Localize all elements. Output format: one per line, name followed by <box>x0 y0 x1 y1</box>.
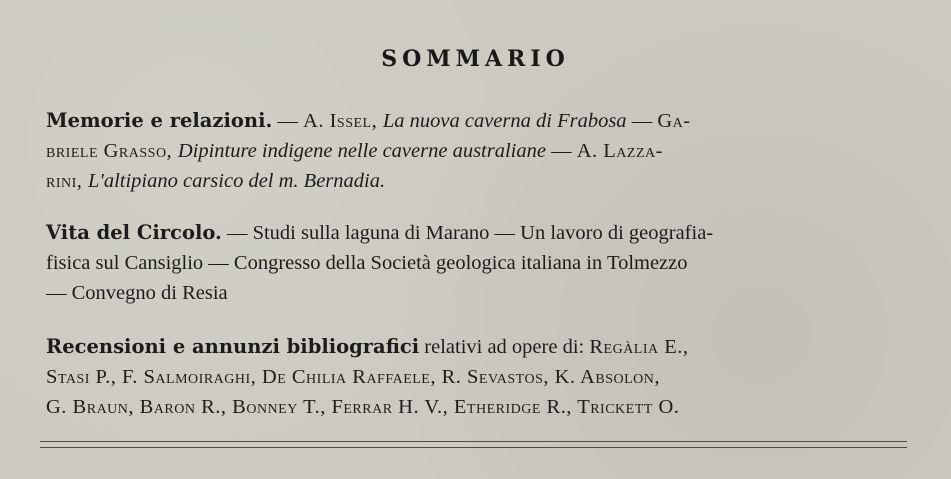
author-list: Regàlia E., <box>589 336 689 358</box>
work-title: L'altipiano carsico del m. Bernadia. <box>88 170 386 192</box>
author-grasso: briele Grasso, <box>46 140 178 162</box>
vita-section <box>46 218 910 308</box>
author-grasso-part: Ga- <box>657 110 691 132</box>
memorie-line-1 <box>46 106 910 136</box>
dash: — <box>626 110 658 132</box>
vita-line-2: fisica sul Cansiglio — Congresso della Società geologica italiana in Tolmezzo <box>46 252 688 274</box>
memorie-heading: Memorie e relazioni. <box>46 109 273 132</box>
vita-text: — Studi sulla laguna di Marano — Un lavoro di geografia- <box>221 222 714 244</box>
vita-line-1 <box>46 218 910 248</box>
memorie-line-3 <box>46 166 910 196</box>
dash: — <box>272 110 304 132</box>
work-title: La nuova caverna di Frabosa <box>382 110 627 132</box>
work-title: Dipinture indigene nelle caverne australiane <box>177 140 546 162</box>
memorie-section <box>46 106 910 196</box>
recensioni-heading: Recensioni e annunzi bibliografici <box>46 335 420 358</box>
recensioni-text: relativi ad opere di: <box>419 336 590 358</box>
dash: — <box>545 140 577 162</box>
vita-heading: Vita del Circolo. <box>46 221 222 244</box>
recensioni-line-3: G. Braun, Baron R., Bonney T., Ferrar H. V., Etheridge R., Trickett O. <box>46 396 680 418</box>
recensioni-line-1 <box>46 332 910 362</box>
recensioni-line-2: Stasi P., F. Salmoiraghi, De Chilia Raffaele, R. Sevastos, K. Absolon, <box>46 366 660 388</box>
page-title: SOMMARIO <box>381 46 570 72</box>
recensioni-section <box>46 332 910 422</box>
author-lazzarini: rini, <box>46 170 89 192</box>
vita-line-3: — Convegno di Resia <box>46 282 228 304</box>
author-lazzarini-part: A. Lazza- <box>576 140 663 162</box>
memorie-line-2 <box>46 136 910 166</box>
double-rule-divider <box>40 441 907 448</box>
author-issel: A. Issel, <box>303 110 383 132</box>
